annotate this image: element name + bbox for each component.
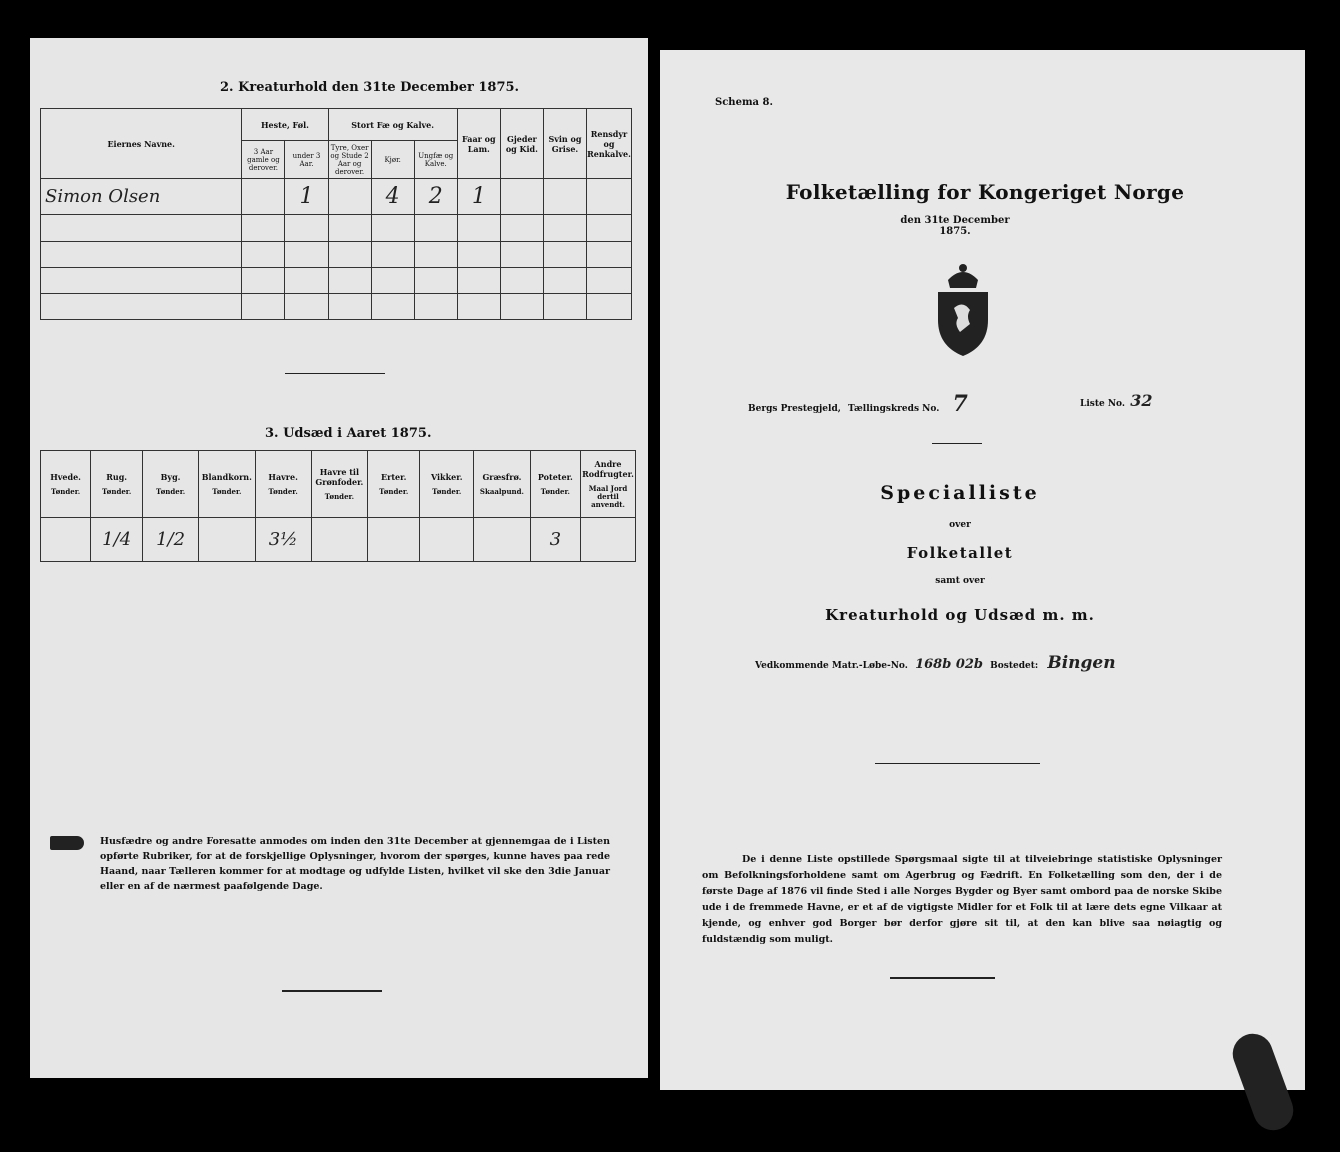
seed-header-unit: Tønder.	[212, 486, 242, 496]
seed-header-name: Vikker.	[430, 471, 463, 482]
bosted-label: Bostedet:	[990, 661, 1039, 671]
seed-header	[198, 451, 255, 518]
seed-header-name: Hvede.	[50, 471, 81, 482]
goats-header: Gjeder og Kid.	[500, 109, 543, 179]
seed-header	[255, 451, 311, 518]
matr-line	[755, 653, 1116, 673]
divider	[285, 373, 385, 374]
seed-header	[581, 451, 636, 518]
samt-over-text: samt over	[935, 576, 985, 586]
seed-header-unit: Maal Jord dertil anvendt.	[588, 483, 628, 509]
section2-title: 2. Kreaturhold den 31te December 1875.	[220, 80, 520, 95]
seed-header-name: Poteter.	[537, 471, 573, 482]
seed-header-name: Rug.	[106, 471, 128, 482]
seed-header	[368, 451, 420, 518]
list-line	[1080, 391, 1152, 410]
cows-value: 4	[371, 179, 414, 215]
sheep-header: Faar og Lam.	[457, 109, 500, 179]
horses-old-header: 3 Aar gamle og derover.	[242, 141, 285, 179]
seed-header	[530, 451, 580, 518]
over-text: over	[949, 520, 971, 530]
seed-header-name: Byg.	[160, 471, 181, 482]
seed-header	[420, 451, 474, 518]
seed-value	[581, 517, 636, 561]
seed-header-name: Havre til Grønfoder.	[315, 466, 364, 487]
seed-header-name: Andre Rodfrugter.	[582, 458, 634, 479]
left-page	[30, 38, 648, 1078]
sheep-value: 1	[457, 179, 500, 215]
info-paragraph: De i denne Liste opstillede Spørgsmaal sigte til at tilveiebringe statistiske Oplysninger om Befolkningsforholdene samt om Agerbrug og Fædrift. En Folketælling som den, der i de første Dage af 1876 vil finde Sted i alle Norges Bygder og Byer samt ombord paa de norske Skibe ude i de fremmede Havne, er et af de vigtigste Midler for et Folk til at lære dets egne Vilkaar at kjende, og enhver god Borger bør derfor gjøre sit til, at den kan blive saa nøiagtig og fuldstændig som muligt.	[702, 854, 1222, 945]
main-title: Folketælling for Kongeriget Norge	[785, 180, 1185, 204]
seed-value	[311, 517, 368, 561]
seed-value	[368, 517, 420, 561]
matr-label: Vedkommende Matr.-Løbe-No.	[755, 661, 908, 671]
seed-value	[41, 517, 91, 561]
seed-value: 1/4	[91, 517, 143, 561]
divider	[932, 443, 982, 444]
schema-label: Schema 8.	[715, 97, 773, 108]
seed-header-unit: Tønder.	[324, 491, 355, 501]
seed-value	[198, 517, 255, 561]
seed-header-unit: Tønder.	[540, 486, 570, 496]
young-cattle-value: 2	[414, 179, 457, 215]
divider	[875, 763, 1040, 764]
parish-label: Bergs Prestegjeld,	[748, 404, 841, 414]
parish-line	[748, 391, 968, 417]
seed-header	[91, 451, 143, 518]
seed-header	[41, 451, 91, 518]
district-number: 7	[952, 391, 968, 417]
seed-header	[311, 451, 368, 518]
reindeer-header: Rensdyr og Renkalve.	[587, 109, 632, 179]
horses-header: Heste, Føl.	[242, 109, 328, 141]
list-number: 32	[1130, 391, 1153, 410]
pointing-hand-icon	[50, 836, 84, 850]
seed-value	[474, 517, 530, 561]
cattle-header: Stort Fæ og Kalve.	[328, 109, 457, 141]
list-label: Liste No.	[1080, 399, 1126, 409]
seed-header-name: Havre.	[268, 471, 298, 482]
seed-header	[474, 451, 530, 518]
seed-table	[40, 450, 636, 562]
seed-value: 3	[530, 517, 580, 561]
notice-text: Husfædre og andre Foresatte anmodes om inden den 31te December at gjennemgaa de i Listen opførte Rubriker, for at de forskjellige Oplysninger, hvorom der spørges, kunne haves paa rede Haand, naar Tælleren kommer for at modtage og udfylde Listen, hvilket vil ske den 3die Januar eller en af de nærmest paafølgende Dage.	[100, 836, 610, 892]
right-page	[660, 50, 1305, 1090]
owner-header: Eiernes Navne.	[41, 109, 242, 179]
seed-header-unit: Tønder.	[268, 486, 298, 496]
seed-header-name: Erter.	[381, 471, 407, 482]
seed-value: 3½	[255, 517, 311, 561]
seed-value: 1/2	[143, 517, 199, 561]
seed-header-unit: Skaalpund.	[479, 486, 524, 496]
livestock-table	[40, 108, 632, 320]
folketallet-text: Folketallet	[906, 544, 1014, 562]
matr-number: 168b 02b	[915, 657, 983, 672]
coat-of-arms-icon	[930, 258, 996, 358]
horses-young-value: 1	[285, 179, 328, 215]
bosted-value: Bingen	[1047, 653, 1116, 673]
bulls-header: Tyre, Oxer og Stude 2 Aar og derover.	[328, 141, 371, 179]
divider-bottom	[282, 990, 382, 992]
cows-header: Kjør.	[371, 141, 414, 179]
section3-title: 3. Udsæd i Aaret 1875.	[265, 426, 432, 441]
divider-bottom	[890, 977, 995, 979]
district-label: Tællingskreds No.	[848, 404, 940, 414]
seed-header-unit: Tønder.	[379, 486, 409, 496]
pigs-header: Svin og Grise.	[543, 109, 586, 179]
seed-header-unit: Tønder.	[432, 486, 462, 496]
census-date: den 31te December 1875.	[900, 215, 1010, 237]
young-cattle-header: Ungfæ og Kalve.	[414, 141, 457, 179]
seed-header-name: Græsfrø.	[482, 471, 522, 482]
horses-young-header: under 3 Aar.	[285, 141, 328, 179]
seed-header-unit: Tønder.	[50, 486, 81, 496]
owner-name: Simon Olsen	[41, 179, 242, 215]
kreaturhold-text: Kreaturhold og Udsæd m. m.	[825, 606, 1095, 624]
special-title: Specialliste	[880, 482, 1040, 504]
seed-header-name: Blandkorn.	[201, 471, 252, 482]
livestock-row	[41, 179, 632, 215]
seed-header-unit: Tønder.	[102, 486, 132, 496]
seed-value	[420, 517, 474, 561]
seed-header-unit: Tønder.	[155, 486, 186, 496]
seed-header	[143, 451, 199, 518]
